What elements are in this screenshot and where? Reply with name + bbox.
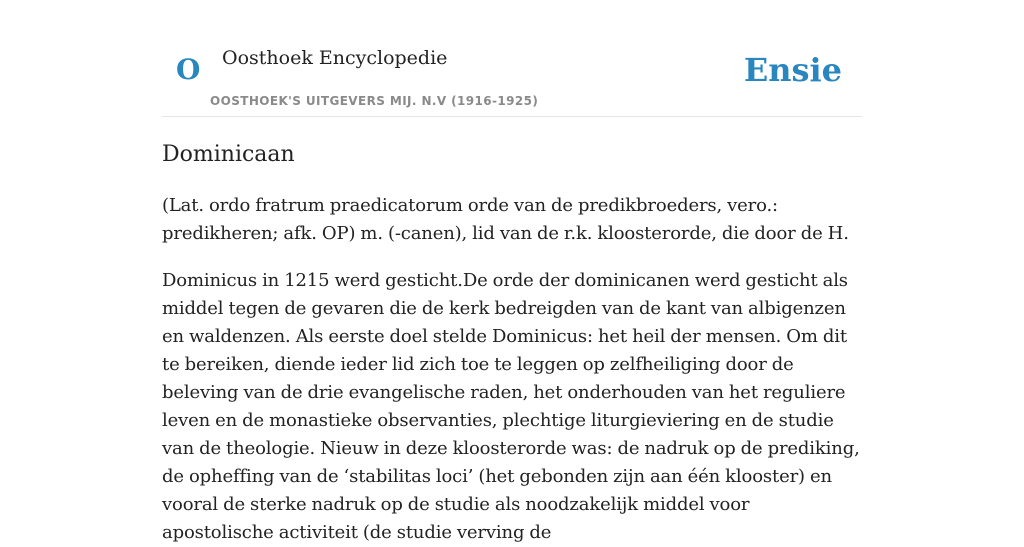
publisher-subtitle: OOSTHOEK'S UITGEVERS MIJ. N.V (1916-1925) xyxy=(210,94,539,108)
encyclopedia-title[interactable]: Oosthoek Encyclopedie xyxy=(222,47,448,69)
entry-paragraph-1: (Lat. ordo fratrum praedicatorum orde van de predikbroeders, vero.: predikheren; afk. OP) m. (-canen), lid van de r.k. kloosterorde, die door de H. xyxy=(162,195,849,244)
ensie-logo[interactable]: Ensie xyxy=(743,51,842,89)
logo-letter[interactable]: O xyxy=(176,53,201,86)
site-header xyxy=(162,0,862,117)
entry-title: Dominicaan xyxy=(162,142,295,167)
entry-paragraph-2: Dominicus in 1215 werd gesticht.De orde der dominicanen werd gesticht als middel tegen de gevaren die de kerk bedreigden van de kant van albigenzen en waldenzen. Als eerste doel stelde Dominicus: het heil der mensen. Om dit te bereiken, diende ieder lid zich toe te leggen op zelfheiliging door de beleving van de drie evangelische raden, het onderhouden van het reguliere leven en de monastieke observanties, plechtige liturgieviering en de studie van de theologie. Nieuw in deze kloosterorde was: de nadruk op de prediking, de opheffing van de ‘stabilitas loci’ (het gebonden zijn aan één klooster) en vooral de sterke nadruk op de studie als noodzakelijk middel voor apostolische activiteit (de studie verving de xyxy=(162,270,860,543)
page xyxy=(162,0,862,543)
